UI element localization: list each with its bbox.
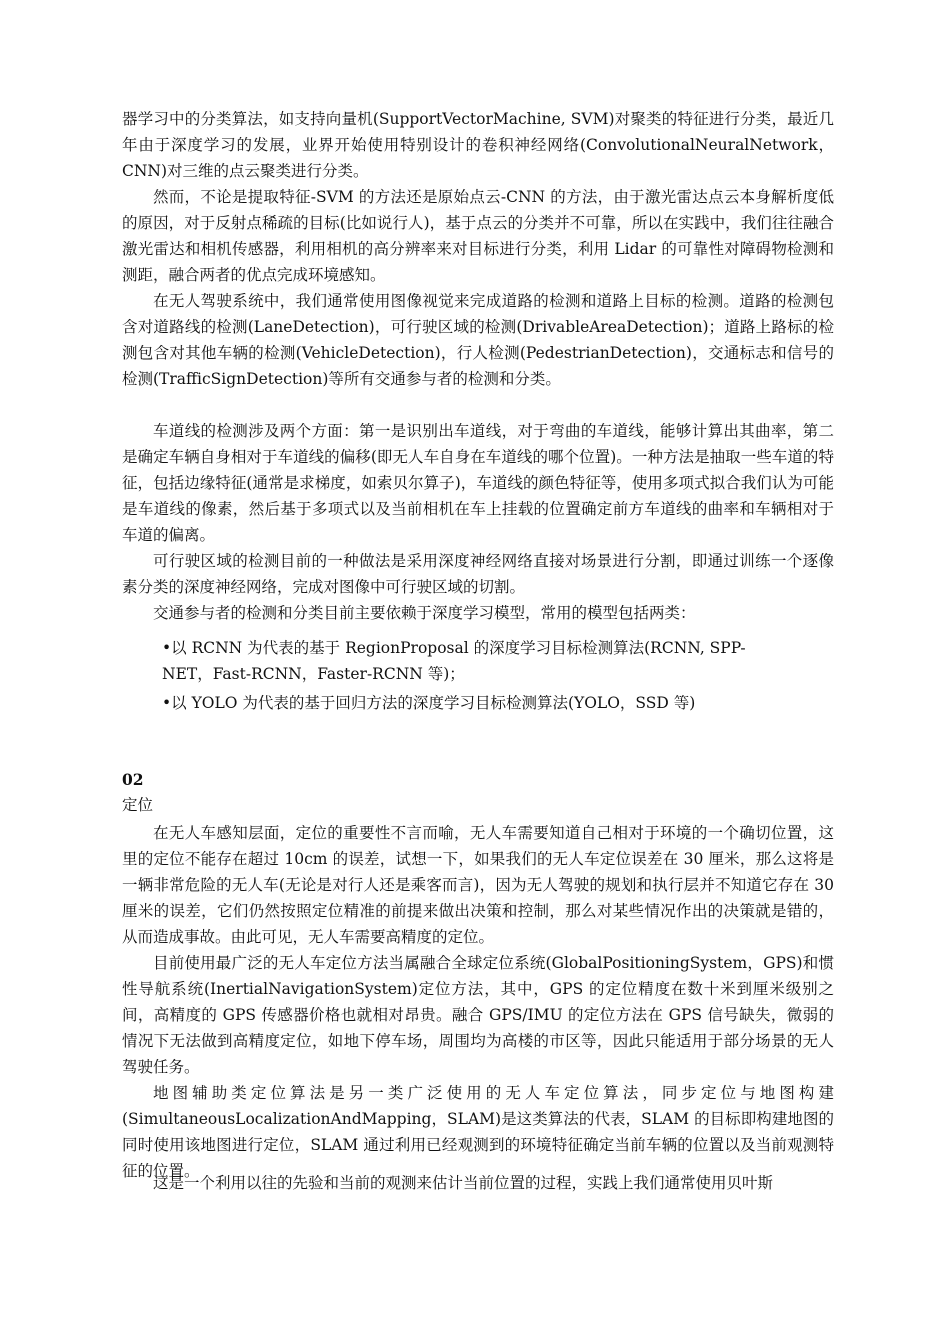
paragraph-bayesian: 这是一个利用以往的先验和当前的观测来估计当前位置的过程，实践上我们通常使用贝叶斯 <box>153 1174 774 1192</box>
paragraph-gps-ins: 目前使用最广泛的无人车定位方法当属融合全球定位系统(GlobalPositioningSystem，GPS)和惯性导航系统(InertialNavigationSystem)定位方法，其中，GPS 的定位精度在数十米到厘米级别之间，高精度的 GPS 传感器价格也就相对昂贵。融合 GPS/IMU 的定位方法在 GPS 信号缺失，微弱的情况下无法做到高精度定位，如地下停车场，周围均为高楼的市区等，因此只能适用于部分场景的无人驾驶任务。 <box>122 954 834 1076</box>
bullet-yolo: •以 YOLO 为代表的基于回归方法的深度学习目标检测算法(YOLO，SSD 等) <box>162 694 696 712</box>
section-number: 02 <box>122 770 144 789</box>
bullet-rcnn: •以 RCNN 为代表的基于 RegionProposal 的深度学习目标检测算法(RCNN, SPP-NET，Fast-RCNN，Faster-RCNN 等)； <box>162 639 746 683</box>
paragraph-slam: 地图辅助类定位算法是另一类广泛使用的无人车定位算法，同步定位与地图构建(SimultaneousLocalizationAndMapping，SLAM)是这类算法的代表，SLAM 的目标即构建地图的同时使用该地图进行定位，SLAM 通过利用已经观测到的环境特征确定当前车辆的位置以及当前观测特征的位置。 <box>122 1084 834 1180</box>
paragraph-road-detection: 在无人驾驶系统中，我们通常使用图像视觉来完成道路的检测和道路上目标的检测。道路的检测包含对道路线的检测(LaneDetection)，可行驶区域的检测(DrivableAreaDetection)；道路上路标的检测包含对其他车辆的检测(VehicleDetection)，行人检测(PedestrianDetection)，交通标志和信号的检测(TrafficSignDetection)等所有交通参与者的检测和分类。 <box>122 292 834 388</box>
section-title: 定位 <box>122 796 154 814</box>
paragraph-localization-importance: 在无人车感知层面，定位的重要性不言而喻，无人车需要知道自己相对于环境的一个确切位置，这里的定位不能存在超过 10cm 的误差，试想一下，如果我们的无人车定位误差在 30 厘米，那么这将是一辆非常危险的无人车(无论是对行人还是乘客而言)，因为无人驾驶的规划和执行层并不知道它存在 30 厘米的误差，它们仍然按照定位精准的前提来做出决策和控制，那么对某些情况作出的决策就是错的，从而造成事故。由此可见，无人车需要高精度的定位。 <box>122 824 834 946</box>
paragraph-svm-cnn: 器学习中的分类算法，如支持向量机(SupportVectorMachine, SVM)对聚类的特征进行分类，最近几年由于深度学习的发展，业界开始使用特别设计的卷积神经网络(ConvolutionalNeuralNetwork，CNN)对三维的点云聚类进行分类。 <box>122 110 834 180</box>
paragraph-traffic-participants: 交通参与者的检测和分类目前主要依赖于深度学习模型，常用的模型包括两类： <box>153 604 696 622</box>
paragraph-lane-detection: 车道线的检测涉及两个方面：第一是识别出车道线，对于弯曲的车道线，能够计算出其曲率，第二是确定车辆自身相对于车道线的偏移(即无人车自身在车道线的哪个位置)。一种方法是抽取一些车道的特征，包括边缘特征(通常是求梯度，如索贝尔算子)，车道线的颜色特征等，使用多项式拟合我们认为可能是车道线的像素，然后基于多项式以及当前相机在车上挂载的位置确定前方车道线的曲率和车辆相对于车道的偏离。 <box>122 422 834 544</box>
paragraph-lidar-camera-fusion: 然而，不论是提取特征-SVM 的方法还是原始点云-CNN 的方法，由于激光雷达点云本身解析度低的原因，对于反射点稀疏的目标(比如说行人)，基于点云的分类并不可靠，所以在实践中，我们往往融合激光雷达和相机传感器，利用相机的高分辨率来对目标进行分类，利用 Lidar 的可靠性对障碍物检测和测距，融合两者的优点完成环境感知。 <box>122 188 834 284</box>
paragraph-drivable-area: 可行驶区域的检测目前的一种做法是采用深度神经网络直接对场景进行分割，即通过训练一个逐像素分类的深度神经网络，完成对图像中可行驶区域的切割。 <box>122 552 834 596</box>
